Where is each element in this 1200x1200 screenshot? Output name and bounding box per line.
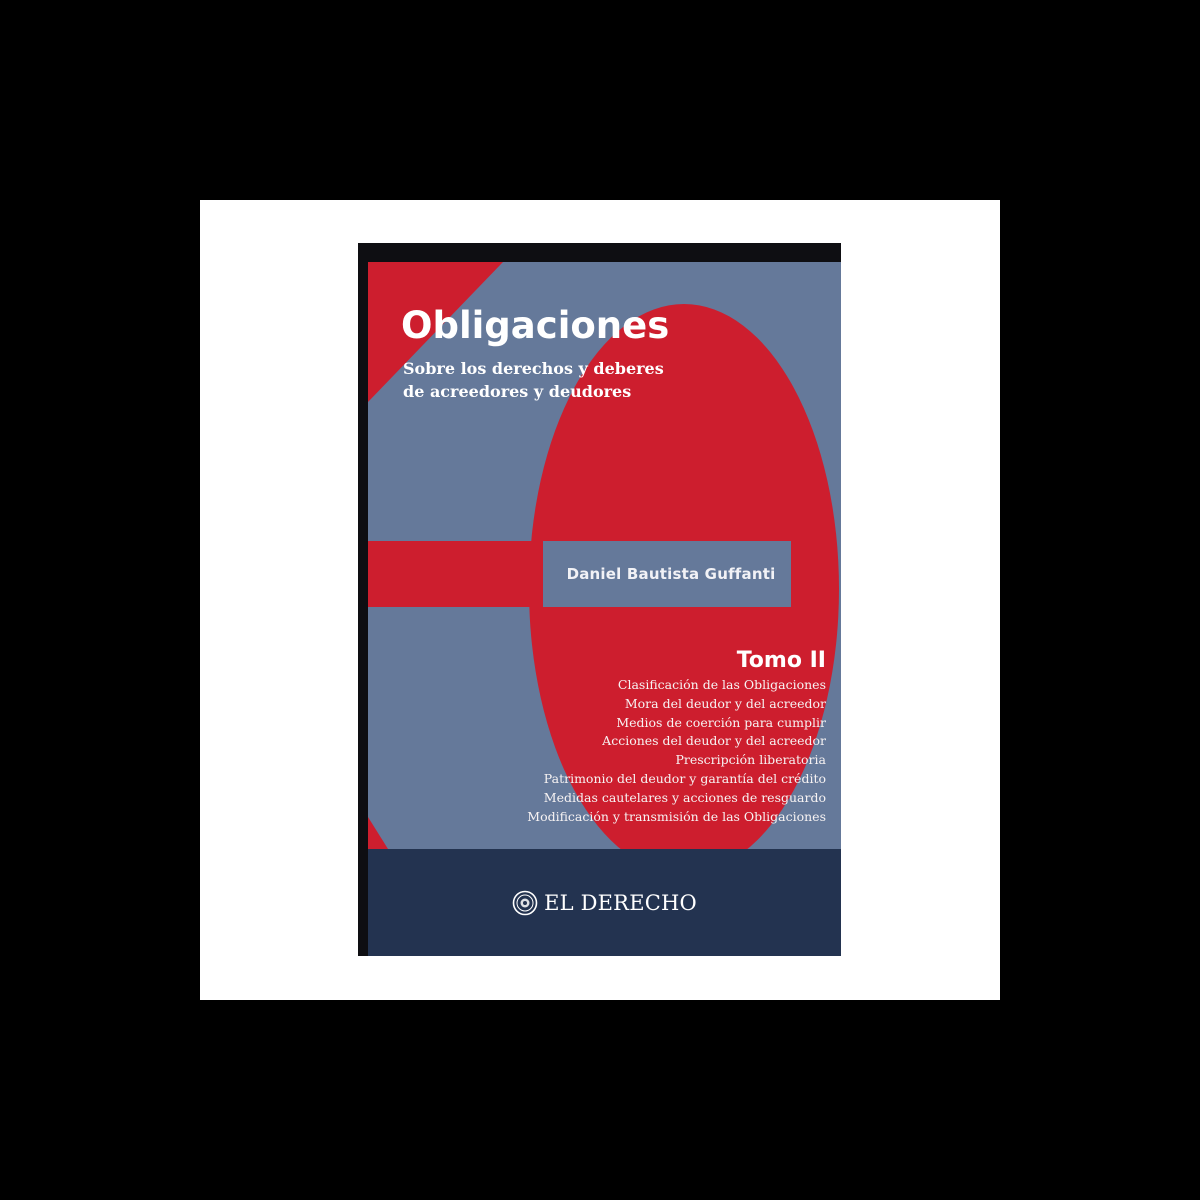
topic-item: Medios de coerción para cumplir [616, 714, 826, 730]
book-subtitle [403, 357, 664, 403]
topic-item: Acciones del deudor y del acreedor [602, 733, 826, 749]
topic-item: Clasificación de las Obligaciones [617, 677, 826, 692]
book-title: Obligaciones [401, 304, 670, 347]
red-corner-triangle-bottom [368, 817, 388, 849]
topic-item: Medidas cautelares y acciones de resguardo [543, 789, 826, 805]
topic-item: Modificación y transmisión de las Obligaciones [527, 808, 826, 824]
author-name: Daniel Bautista Guffanti [566, 565, 776, 583]
red-horizontal-band [368, 541, 543, 607]
publisher-band [368, 849, 841, 956]
book-cover [358, 243, 841, 956]
author-box [543, 541, 791, 607]
topics-list [527, 676, 826, 826]
topic-item: Prescripción liberatoria [675, 752, 826, 768]
publisher-name: EL DERECHO [544, 891, 697, 915]
subtitle-line-2: de acreedores y deudores [403, 382, 632, 401]
volume-block [527, 648, 826, 826]
topic-item: Patrimonio del deudor y garantía del crédito [543, 770, 826, 786]
publisher-logo [512, 890, 697, 916]
publisher-seal-icon [512, 890, 538, 916]
subtitle-line-1: Sobre los derechos y deberes [403, 359, 664, 378]
topic-item: Mora del deudor y del acreedor [624, 695, 826, 711]
volume-label: Tomo II [736, 648, 826, 673]
cover-artwork [368, 262, 841, 956]
